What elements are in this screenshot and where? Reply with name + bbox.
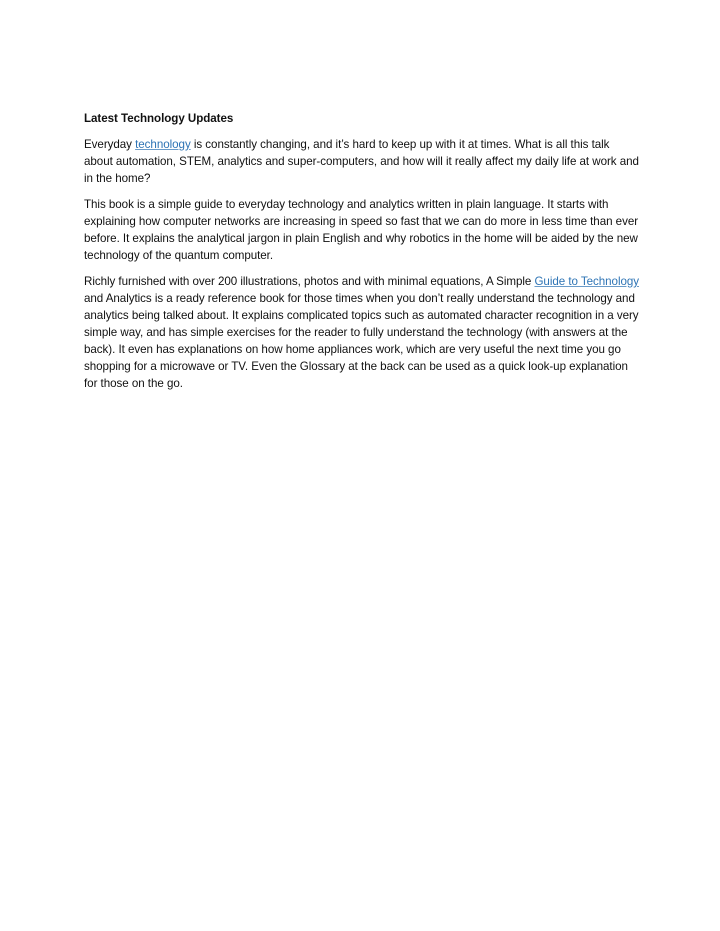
document-title: Latest Technology Updates xyxy=(84,112,234,125)
paragraph-text: Richly furnished with over 200 illustrations, photos and with minimal equations, A Simple xyxy=(84,275,535,288)
technology-link[interactable]: technology xyxy=(135,138,191,151)
guide-to-technology-link[interactable]: Guide to Technology xyxy=(534,275,640,288)
paragraph-intro xyxy=(84,136,640,187)
paragraph-text: Everyday xyxy=(84,138,136,151)
paragraph-text: is constantly changing, and it’s hard to keep up with it at times. What is all this talk about automation, STEM, analytics and super-computers, and how will it really affect my daily life at work and in the home? xyxy=(84,138,639,185)
paragraph-book-description: This book is a simple guide to everyday technology and analytics written in plain language. It starts with explaining how computer networks are increasing in speed so fast that we can do more in less time than ever before. It explains the analytical jargon in plain English and why robotics in the home will be aided by the new technology of the quantum computer. xyxy=(84,198,639,262)
paragraph-text: and Analytics is a ready reference book for those times when you don’t really understand the technology and analytics being talked about. It explains complicated topics such as automated character recognition in a very simple way, and has simple exercises for the reader to fully understand the technology (with answers at the back). It even has explanations on how home appliances work, which are very useful the next time you go shopping for a microwave or TV. Even the Glossary at the back can be used as a quick look-up explanation for those on the go. xyxy=(84,292,639,390)
document-page xyxy=(84,110,640,401)
paragraph-book-details xyxy=(84,273,640,392)
